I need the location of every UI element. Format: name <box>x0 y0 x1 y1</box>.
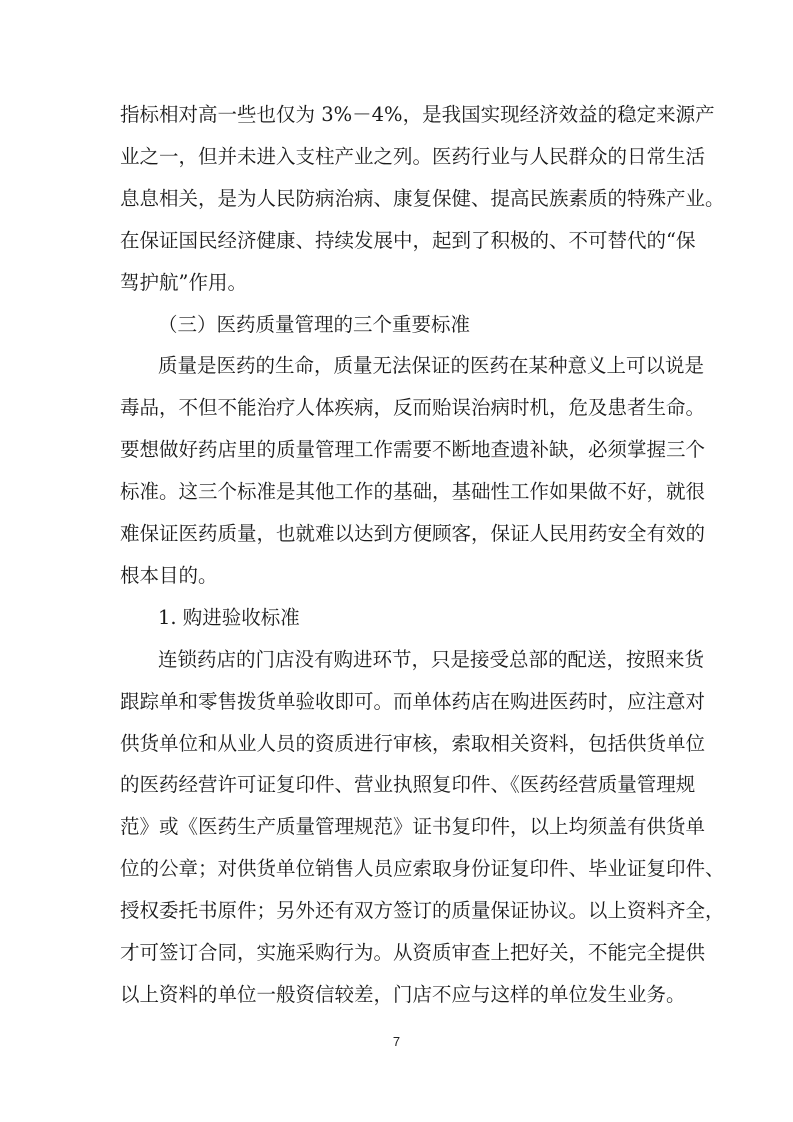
paragraph-3-line-4: 的医药经营许可证复印件、营业执照复印件、《医药经营质量管理规 <box>120 773 696 796</box>
paragraph-2-line-6: 根本目的。 <box>120 564 218 587</box>
paragraph-3-line-6: 位的公章；对供货单位销售人员应索取身份证复印件、毕业证复印件、 <box>120 857 725 880</box>
paragraph-3-line-2: 跟踪单和零售拨货单验收即可。而单体药店在购进医药时，应注意对 <box>120 690 706 713</box>
paragraph-2-line-5: 难保证医药质量，也就难以达到方便顾客，保证人民用药安全有效的 <box>120 522 706 545</box>
section-heading: （三）医药质量管理的三个重要标准 <box>158 313 471 336</box>
paragraph-1-line-5: 驾护航”作用。 <box>120 271 247 294</box>
paragraph-2-line-4: 标准。这三个标准是其他工作的基础，基础性工作如果做不好，就很 <box>120 480 706 503</box>
page-number: 7 <box>392 1034 401 1049</box>
paragraph-2-line-1: 质量是医药的生命，质量无法保证的医药在某种意义上可以说是 <box>158 354 705 377</box>
paragraph-1-line-2: 业之一，但并未进入支柱产业之列。医药行业与人民群众的日常生活 <box>120 145 706 168</box>
paragraph-3-line-1: 连锁药店的门店没有购进环节，只是接受总部的配送，按照来货 <box>158 648 705 671</box>
paragraph-3-line-5: 范》或《医药生产质量管理规范》证书复印件，以上均须盖有供货单 <box>120 815 706 838</box>
paragraph-1-line-3: 息息相关，是为人民防病治病、康复保健、提高民族素质的特殊产业。 <box>120 187 725 210</box>
paragraph-3-line-9: 以上资料的单位一般资信较差，门店不应与这样的单位发生业务。 <box>120 983 686 1006</box>
paragraph-3-line-8: 才可签订合同，实施采购行为。从资质审查上把好关，不能完全提供 <box>120 941 706 964</box>
subsection-heading: 1. 购进验收标准 <box>158 606 300 629</box>
paragraph-2-line-3: 要想做好药店里的质量管理工作需要不断地查遗补缺，必须掌握三个 <box>120 438 706 461</box>
paragraph-1-line-4: 在保证国民经济健康、持续发展中，起到了积极的、不可替代的“保 <box>120 229 696 252</box>
paragraph-1-line-1: 指标相对高一些也仅为 3%－4%，是我国实现经济效益的稳定来源产 <box>120 103 715 126</box>
paragraph-3-line-3: 供货单位和从业人员的资质进行审核，索取相关资料，包括供货单位 <box>120 732 706 755</box>
paragraph-3-line-7: 授权委托书原件；另外还有双方签订的质量保证协议。以上资料齐全， <box>120 899 725 922</box>
paragraph-2-line-2: 毒品，不但不能治疗人体疾病，反而贻误治病时机，危及患者生命。 <box>120 396 706 419</box>
